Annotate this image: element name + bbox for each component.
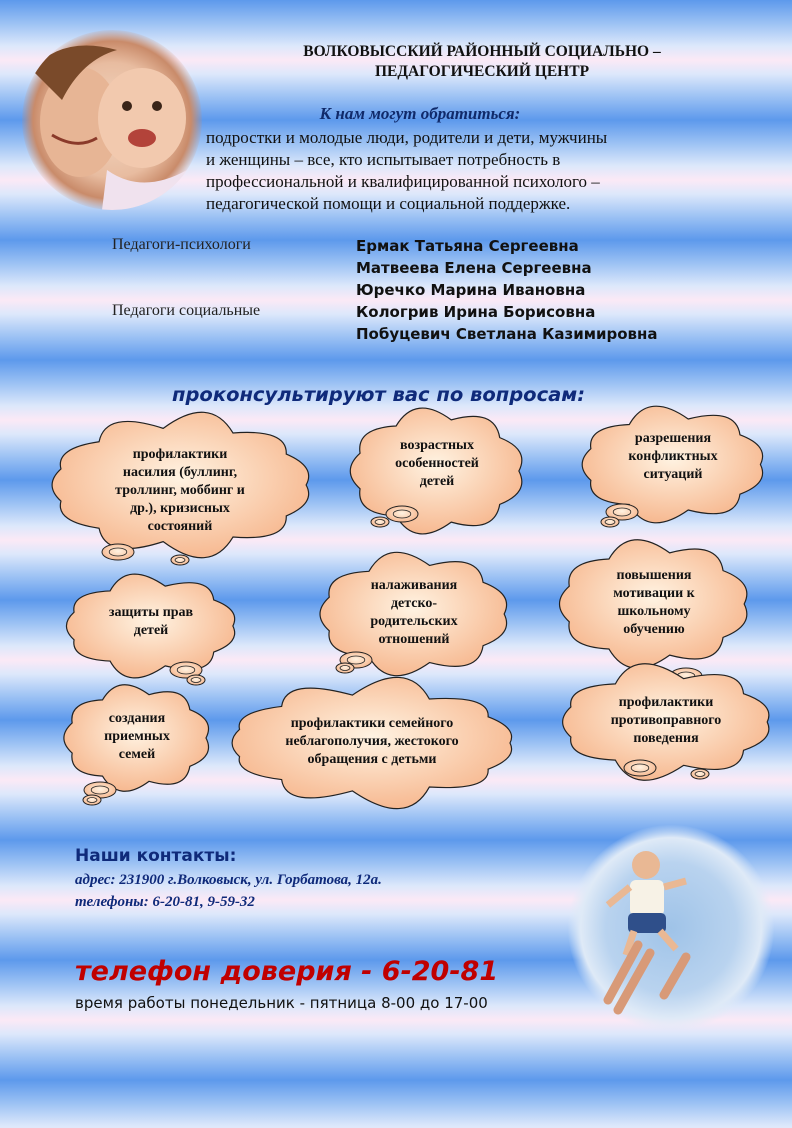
cloud-text-line: создания: [108, 711, 166, 726]
cloud-text-line: обращения с детьми: [307, 752, 437, 767]
intro-heading: К нам могут обратиться:: [319, 104, 521, 123]
consultation-topics-title: проконсультируют вас по вопросам:: [172, 383, 586, 406]
cloud-text-line: налаживания: [370, 578, 458, 593]
cloud-text-line: противоправного: [610, 713, 722, 728]
cloud-text-line: отношений: [378, 632, 450, 647]
intro-line: подростки и молодые люди, родители и дети, мужчины: [206, 128, 608, 147]
staff-name: Ермак Татьяна Сергеевна: [356, 237, 579, 255]
hotline-phone: телефон доверия - 6-20-81: [75, 956, 499, 987]
working-hours: время работы понедельник - пятница 8-00 до 17-00: [75, 994, 488, 1012]
cloud-text-line: неблагополучия, жестокого: [285, 734, 459, 749]
cloud-text-line: детско-: [390, 596, 438, 611]
cloud-text-line: возрастных: [400, 438, 474, 453]
cloud-text-line: троллинг, моббинг и: [115, 483, 245, 498]
contacts-phones: телефоны: 6-20-81, 9-59-32: [75, 894, 255, 910]
cloud-text-line: состояний: [147, 519, 213, 534]
cloud-tail-bubble: [691, 769, 709, 779]
social-pedagogues-label: Педагоги социальные: [112, 302, 261, 319]
cloud-text-line: разрешения: [634, 431, 712, 446]
cloud-text: [568, 684, 764, 758]
cloud-text-line: насилия (буллинг,: [122, 465, 238, 480]
cloud-text-line: семей: [118, 747, 156, 762]
cloud-text-line: повышения: [616, 568, 692, 583]
cloud-text-line: обучению: [623, 622, 685, 637]
cloud-text-line: профилактики: [132, 447, 228, 462]
intro-line: и женщины – все, кто испытывает потребность в: [206, 150, 561, 169]
cloud-text-line: профилактики семейного: [290, 716, 454, 731]
cloud-text-line: профилактики: [618, 695, 714, 710]
cloud-text-line: особенностей: [395, 456, 479, 471]
cloud-text-line: родительских: [370, 614, 458, 629]
staff-name: Юречко Марина Ивановна: [356, 281, 586, 299]
contacts-address: адрес: 231900 г.Волковыск, ул. Горбатова, 12а.: [75, 872, 382, 888]
staff-name: Кологрив Ирина Борисовна: [356, 303, 596, 321]
cloud-text-line: др.), кризисных: [130, 501, 230, 516]
intro-line: профессиональной и квалифицированной психолого –: [206, 172, 600, 191]
center-title-line1: ВОЛКОВЫССКИЙ РАЙОННЫЙ СОЦИАЛЬНО –: [303, 43, 661, 60]
intro-line: педагогической помощи и социальной поддержке.: [206, 194, 571, 213]
staff-name: Побуцевич Светлана Казимировна: [356, 325, 658, 343]
center-title-line2: ПЕДАГОГИЧЕСКИЙ ЦЕНТР: [374, 63, 590, 80]
cloud-text-line: ситуаций: [643, 467, 703, 482]
cloud-text-line: детей: [133, 623, 169, 638]
cloud-text-line: приемных: [104, 729, 170, 744]
cloud-text-line: детей: [419, 474, 455, 489]
cloud-text-line: школьному: [617, 604, 691, 619]
cloud-text-line: поведения: [633, 731, 699, 746]
cloud-text-line: защиты прав: [108, 605, 194, 620]
staff-name: Матвеева Елена Сергеевна: [356, 259, 592, 277]
psychologists-label: Педагоги-психологи: [112, 236, 251, 253]
cloud-text-line: мотивации к: [613, 586, 695, 601]
cloud-tail-bubble: [624, 760, 656, 776]
contacts-title: Наши контакты:: [75, 846, 237, 866]
cloud-text-line: конфликтных: [628, 449, 718, 464]
